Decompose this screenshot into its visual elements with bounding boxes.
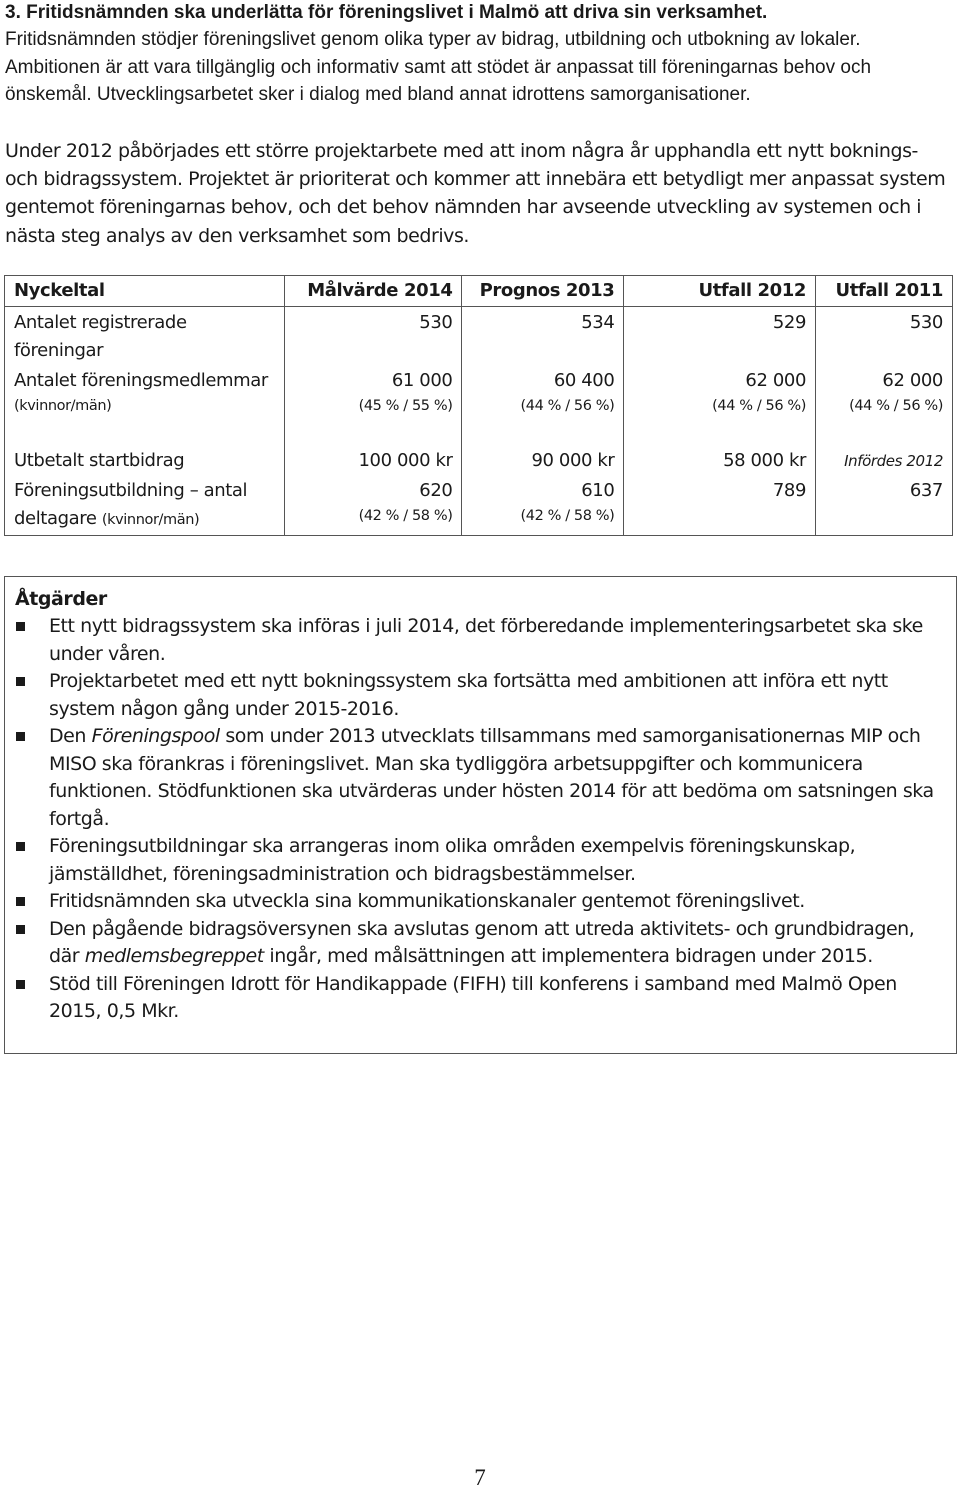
- kpi-value: 610: [581, 480, 615, 501]
- action-text: Ett nytt bidragssystem ska införas i juli 2014, det förberedande implementeringsarbetet ska ske under våren.: [49, 615, 923, 665]
- kpi-value: 620: [419, 480, 453, 501]
- kpi-row-label: Utbetalt startbidrag: [5, 445, 285, 475]
- action-item: [5, 971, 950, 1026]
- kpi-value: 530: [816, 307, 953, 366]
- kpi-value-cell: [284, 475, 462, 536]
- square-bullet-icon: [16, 677, 25, 686]
- kpi-row-foreningsutbildning: [5, 475, 953, 536]
- kpi-value: 100 000 kr: [284, 445, 462, 475]
- action-text-pre: Den pågående bidragsöversynen ska avslutas genom att utreda aktivitets- och grundbidragen, där: [49, 917, 915, 967]
- action-text: Föreningsutbildningar ska arrangeras inom olika områden exempelvis föreningskunskap, jämställdhet, föreningsadministration och bidragsbestämmelser.: [49, 835, 856, 885]
- action-item: [5, 833, 950, 888]
- kpi-header-malvarde-2014: Målvärde 2014: [284, 276, 462, 307]
- project-paragraph: Under 2012 påbörjades ett större projektarbete med att inom några år upphandla ett nytt boknings- och bidragssystem. Projektet är prioriterat och kommer att innebära ett betydligt mer anpassat system gentemot föreningarnas behov, och det behov nämnden har avseende utveckling av systemen och i nästa steg analys av den verksamhet som bedrivs.: [5, 140, 946, 247]
- action-text: Projektarbetet med ett nytt bokningssystem ska fortsätta med ambitionen att införa ett nytt system någon gång under 2015-2016.: [49, 670, 888, 720]
- kpi-gender-split: (45 % / 55 %): [358, 398, 453, 414]
- square-bullet-icon: [16, 980, 25, 989]
- actions-box: [4, 576, 957, 1054]
- action-item: [5, 723, 950, 833]
- kpi-gender-split: (42 % / 58 %): [358, 508, 453, 524]
- kpi-gender-split: (44 % / 56 %): [712, 398, 807, 414]
- kpi-table: [4, 275, 953, 536]
- kpi-value-cell: [284, 365, 462, 445]
- kpi-row-label: Antalet registrerade föreningar: [5, 307, 285, 366]
- kpi-header-utfall-2012: Utfall 2012: [624, 276, 816, 307]
- kpi-header-utfall-2011: Utfall 2011: [816, 276, 953, 307]
- kpi-value: 529: [624, 307, 816, 366]
- kpi-value: 530: [284, 307, 462, 366]
- kpi-value-cell: [462, 475, 624, 536]
- kpi-row-registrerade-foreningar: [5, 307, 953, 366]
- kpi-row-label: Antalet föreningsmedlemmar: [14, 370, 268, 391]
- kpi-value-cell: [462, 365, 624, 445]
- kpi-row-startbidrag: [5, 445, 953, 475]
- action-text-emphasis: Föreningspool: [91, 725, 220, 747]
- action-text-post: ingår, med målsättningen att implementera bidragen under 2015.: [263, 945, 873, 967]
- kpi-header-prognos-2013: Prognos 2013: [462, 276, 624, 307]
- section-heading: 3. Fritidsnämnden ska underlätta för föreningslivet i Malmö att driva sin verksamhet.: [5, 2, 768, 23]
- intro-paragraph: Fritidsnämnden stödjer föreningslivet genom olika typer av bidrag, utbildning och utbokning av lokaler. Ambitionen är att vara tillgänglig och informativ samt att stödet är anpassat till föreningarnas behov och önskemål. Utvecklingsarbetet sker i dialog med bland annat idrottens samorganisationer.: [5, 29, 872, 105]
- action-text: Fritidsnämnden ska utveckla sina kommunikationskanaler gentemot föreningslivet.: [49, 890, 805, 912]
- kpi-header-nyckeltal: Nyckeltal: [5, 276, 285, 307]
- page-number: 7: [474, 1465, 486, 1490]
- action-text-post: som under 2013 utvecklats tillsammans med samorganisationernas MIP och MISO ska förankras i föreningslivet. Man ska tydliggöra arbetsuppgifter och kommunicera funktionen. Stödfunktionen ska utvärderas under hösten 2014 för att bedöma om satsningen ska fortgå.: [49, 725, 934, 830]
- kpi-value: 62 000: [882, 370, 943, 391]
- kpi-gender-split: (44 % / 56 %): [849, 398, 943, 414]
- square-bullet-icon: [16, 842, 25, 851]
- kpi-value: 62 000: [745, 370, 807, 391]
- kpi-value: 637: [816, 475, 953, 536]
- kpi-row-label-note: (kvinnor/män): [101, 512, 200, 528]
- kpi-gender-split: (44 % / 56 %): [520, 398, 615, 414]
- kpi-row-label: Föreningsutbildning – antal deltagare: [14, 480, 248, 529]
- kpi-row-label-note: (kvinnor/män): [14, 398, 112, 414]
- action-text-pre: Den: [49, 725, 92, 747]
- actions-title: Åtgärder: [15, 588, 107, 610]
- kpi-header-row: [5, 276, 953, 307]
- kpi-value: Infördes 2012: [844, 452, 943, 470]
- kpi-value: 58 000 kr: [624, 445, 816, 475]
- kpi-gender-split: (42 % / 58 %): [520, 508, 615, 524]
- actions-list: [5, 613, 950, 1026]
- kpi-row-label-cell: [5, 365, 285, 445]
- square-bullet-icon: [16, 622, 25, 631]
- action-item: [5, 613, 950, 668]
- action-item: [5, 888, 950, 916]
- kpi-value: 61 000: [391, 370, 453, 391]
- action-item: [5, 916, 950, 971]
- square-bullet-icon: [16, 925, 25, 934]
- action-item: [5, 668, 950, 723]
- action-text: Stöd till Föreningen Idrott för Handikappade (FIFH) till konferens i samband med Malmö Open 2015, 0,5 Mkr.: [49, 972, 897, 1022]
- kpi-value: 534: [462, 307, 624, 366]
- square-bullet-icon: [16, 897, 25, 906]
- kpi-value: 60 400: [553, 370, 615, 391]
- kpi-value-cell: [624, 365, 816, 445]
- kpi-value: 90 000 kr: [462, 445, 624, 475]
- kpi-row-foreningsmedlemmar: [5, 365, 953, 445]
- kpi-value-cell: [816, 445, 953, 475]
- square-bullet-icon: [16, 732, 25, 741]
- kpi-value-cell: [816, 365, 953, 445]
- kpi-value: 789: [624, 475, 816, 536]
- action-text-emphasis: medlemsbegreppet: [84, 945, 264, 967]
- kpi-row-label-cell: [5, 475, 285, 536]
